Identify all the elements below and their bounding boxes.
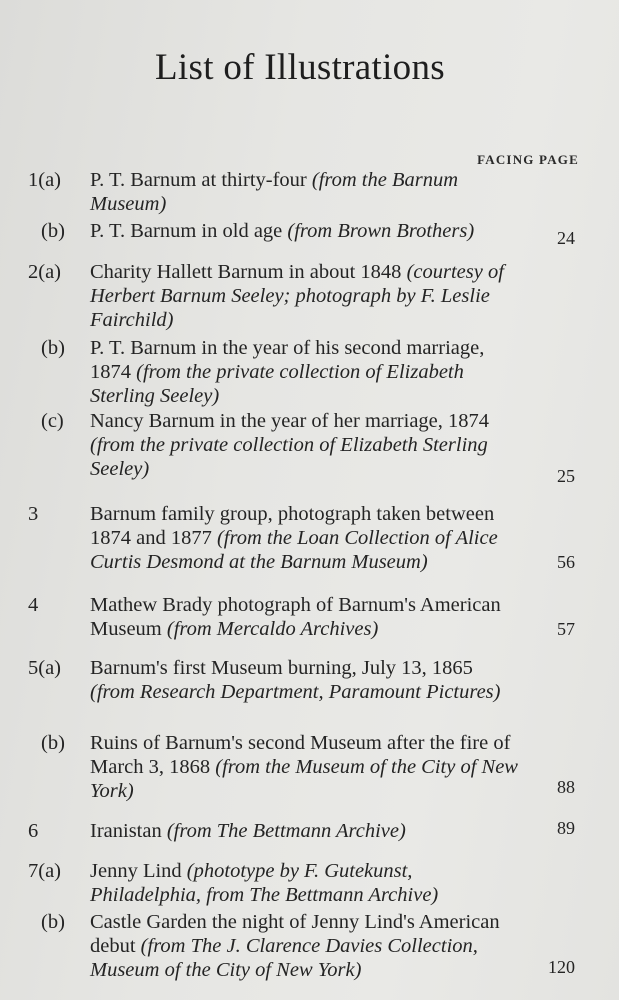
entry-text: [90, 219, 518, 243]
entry-text: [90, 260, 518, 332]
entry-credit: (from The Bettmann Archive): [166, 820, 406, 842]
entry-description: Castle Garden the night of Jenny Lind's American debut: [90, 911, 500, 957]
entry-number: (b): [41, 732, 65, 754]
entry-number: 3: [28, 503, 39, 525]
entry-description: Nancy Barnum in the year of her marriage, 1874: [90, 410, 490, 432]
entry-text: [90, 502, 518, 574]
entry-text: [90, 409, 518, 481]
entry-text: [90, 731, 518, 803]
entry-description: Mathew Brady photograph of Barnum's American Museum: [90, 594, 501, 640]
entry-number: 2(a): [28, 261, 62, 283]
entry-text: [90, 859, 518, 907]
entry-description: Barnum family group, photograph taken between 1874 and 1877: [90, 503, 495, 549]
entry-credit: (from Research Department, Paramount Pictures): [90, 681, 501, 703]
entry-number: (c): [41, 410, 64, 432]
entry-text: [90, 656, 518, 704]
entry-credit: (courtesy of Herbert Barnum Seeley; photograph by F. Leslie Fairchild): [90, 261, 504, 331]
entry-description: P. T. Barnum in old age: [90, 220, 283, 242]
entry-text: [90, 819, 518, 843]
page-number: 25: [557, 466, 575, 486]
entry-description: Jenny Lind: [90, 860, 182, 882]
entry-description: P. T. Barnum at thirty-four: [90, 169, 307, 191]
entry-credit: (from the Loan Collection of Alice Curtis Desmond at the Barnum Museum): [90, 527, 498, 573]
entry-number: 4: [28, 594, 39, 616]
entry-credit: (from Mercaldo Archives): [166, 618, 379, 640]
entry-number: (b): [41, 337, 65, 359]
page-number: 57: [557, 619, 575, 639]
entry-number: 7(a): [28, 860, 62, 882]
page-number: 89: [557, 818, 575, 838]
entry-credit: (from the private collection of Elizabeth Sterling Seeley): [90, 434, 488, 480]
entry-description: P. T. Barnum in the year of his second marriage, 1874: [90, 337, 485, 383]
entry-text: [90, 593, 518, 641]
page-title: List of Illustrations: [155, 47, 445, 88]
entry-description: Charity Hallett Barnum in about 1848: [90, 261, 402, 283]
facing-page-header: FACING PAGE: [477, 152, 579, 167]
page-number: 56: [557, 552, 575, 572]
entry-credit: (phototype by F. Gutekunst, Philadelphia, from The Bettmann Archive): [90, 860, 439, 906]
page-number: 88: [557, 777, 575, 797]
entry-description: Iranistan: [90, 820, 162, 842]
entry-number: 1(a): [28, 169, 62, 191]
entry-number: 6: [28, 820, 39, 842]
entry-number: 5(a): [28, 657, 62, 679]
entry-text: [90, 336, 518, 408]
page-number: 120: [548, 957, 575, 977]
page-number: 24: [557, 228, 575, 248]
entry-description: Barnum's first Museum burning, July 13, 1865: [90, 657, 473, 679]
entry-description: Ruins of Barnum's second Museum after the fire of March 3, 1868: [90, 732, 511, 778]
entry-credit: (from The J. Clarence Davies Collection, Museum of the City of New York): [90, 935, 478, 981]
entry-credit: (from the Museum of the City of New York): [90, 756, 518, 802]
entry-number: (b): [41, 911, 65, 933]
entry-text: [90, 168, 518, 216]
entry-number: (b): [41, 220, 65, 242]
entry-credit: (from the Barnum Museum): [90, 169, 459, 215]
entry-credit: (from the private collection of Elizabeth Sterling Seeley): [90, 361, 464, 407]
entry-credit: (from Brown Brothers): [287, 220, 475, 242]
entry-text: [90, 910, 518, 982]
